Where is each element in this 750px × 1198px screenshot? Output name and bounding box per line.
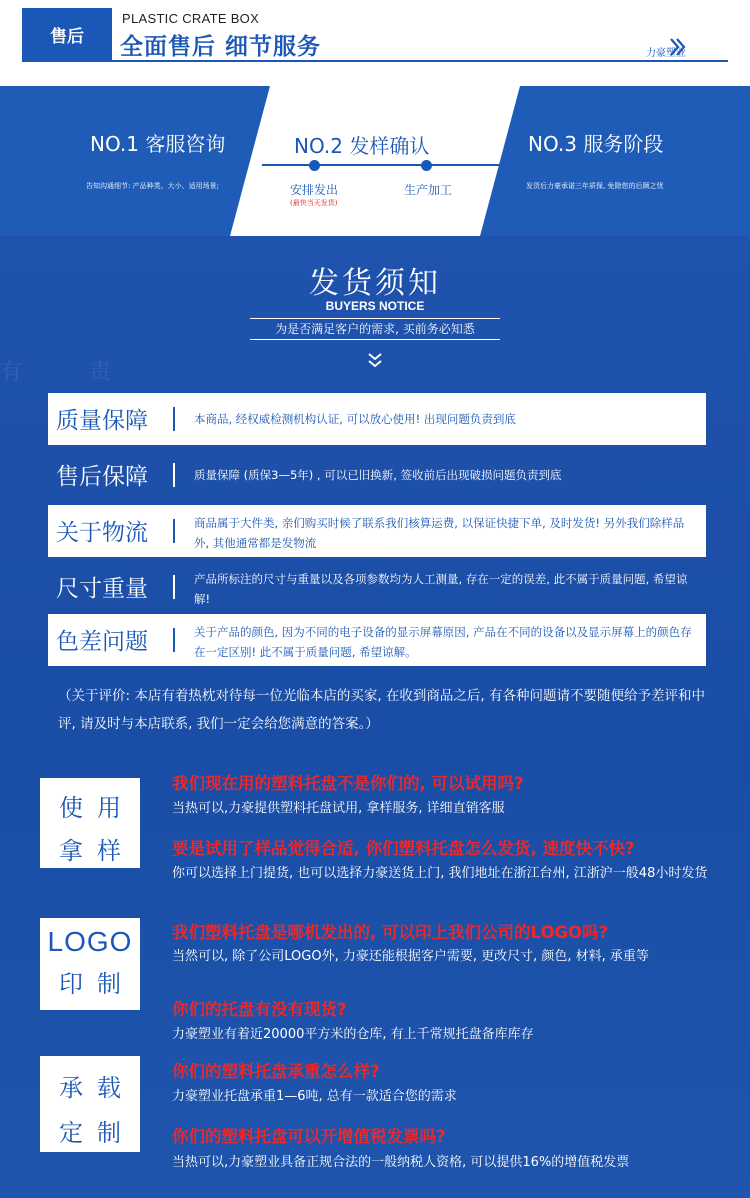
- row-text: 产品所标注的尺寸与重量以及各项参数均为人工测量, 存在一定的误差, 此不属于质量问题, 希望谅解!: [194, 572, 688, 606]
- notice-english: BUYERS NOTICE: [325, 299, 425, 313]
- notice-row-aftersale: [48, 449, 706, 501]
- faq-box-line: 使用: [59, 794, 135, 822]
- notice-row-color: [48, 614, 706, 666]
- notice-title: 发货须知: [309, 266, 441, 301]
- faq-question: 要是试用了样品觉得合适, 你们塑料托盘怎么发货, 速度快不快?: [172, 839, 635, 858]
- row-text: 本商品, 经权威检测机构认证, 可以放心使用! 出现问题负责到底: [194, 412, 516, 426]
- faq-box-line: 印制: [59, 970, 135, 998]
- notice-subtitle: 为是否满足客户的需求, 买前务必知悉: [250, 318, 500, 340]
- notice-row-quality: [48, 393, 706, 445]
- faq-box-load: [40, 1056, 140, 1152]
- faq-question: 我们现在用的塑料托盘不是你们的, 可以试用吗?: [172, 774, 524, 793]
- header: [0, 0, 750, 86]
- timeline-dot: [421, 160, 432, 171]
- faq-box-line: LOGO: [47, 926, 133, 957]
- faq-question: 你们的塑料托盘可以开增值税发票吗?: [172, 1127, 446, 1146]
- step-2-title: NO.2 发样确认: [294, 134, 430, 158]
- row-label: 售后保障: [56, 464, 148, 490]
- row-divider: [173, 407, 175, 431]
- step-2-timeline: [262, 164, 506, 166]
- review-note: （关于评价: 本店有着热枕对待每一位光临本店的买家, 在收到商品之后, 有各种问题请不要随便给予差评和中评, 请及时与本店联系, 我们一定会给您满意的答案。）: [58, 688, 706, 732]
- step-3-desc: 发货后力豪承诺三年质保, 免除您的后顾之忧: [526, 182, 664, 190]
- double-chevron-down-icon: [367, 350, 383, 370]
- step-2-sub-1: 安排发出: [290, 183, 339, 197]
- row-divider: [173, 575, 175, 599]
- row-text: 质量保障 (质保3—5年) , 可以已旧换新, 签收前后出现破损问题负责到底: [194, 468, 562, 482]
- background-watermark: 有 责: [0, 360, 141, 385]
- row-divider: [173, 519, 175, 543]
- header-badge: 售后: [22, 8, 112, 60]
- row-divider: [173, 463, 175, 487]
- notice-row-size-weight: [48, 561, 706, 613]
- step-2-sub-2: 生产加工: [404, 183, 453, 197]
- faq-answer: 当然可以, 除了公司LOGO外, 力豪还能根据客户需要, 更改尺寸, 颜色, 材料, 承重等: [172, 949, 649, 964]
- faq-box-line: 拿样: [59, 837, 135, 865]
- row-label: 尺寸重量: [56, 576, 148, 602]
- notice-row-logistics: [48, 505, 706, 557]
- faq-answer: 力豪塑业托盘承重1—6吨, 总有一款适合您的需求: [172, 1089, 457, 1104]
- faq-question: 你们的托盘有没有现货?: [172, 1000, 347, 1019]
- step-1-title: NO.1 客服咨询: [90, 132, 226, 156]
- timeline-dot: [309, 160, 320, 171]
- faq-question: 你们的塑料托盘承重怎么样?: [172, 1062, 380, 1081]
- step-2-sub-1-note: (最快当天发货): [290, 199, 338, 207]
- row-label: 质量保障: [56, 408, 148, 434]
- faq-answer: 当热可以,力豪塑业具备正规合法的一般纳税人资格, 可以提供16%的增值税发票: [172, 1155, 630, 1170]
- faq-box-logo: [40, 918, 140, 1010]
- step-2-panel: [230, 86, 520, 236]
- faq-answer: 力豪塑业有着近20000平方米的仓库, 有上千常规托盘备库库存: [172, 1027, 534, 1042]
- row-text: 关于产品的颜色, 因为不同的电子设备的显示屏幕原因, 产品在不同的设备以及显示屏幕上的颜色存在一定区别! 此不属于质量问题, 希望谅解。: [194, 625, 692, 659]
- faq-box-sample: [40, 778, 140, 868]
- brand-label: 力豪塑业: [646, 48, 686, 59]
- faq-answer: 当热可以,力豪提供塑料托盘试用, 拿样服务, 详细直销客服: [172, 801, 505, 816]
- row-label: 关于物流: [56, 520, 148, 546]
- row-label: 色差问题: [56, 629, 148, 655]
- faq-box-line: 定制: [59, 1119, 135, 1147]
- faq-answer: 你可以选择上门提货, 也可以选择力豪送货上门, 我们地址在浙江台州, 江浙沪一般48小时发货: [172, 866, 708, 881]
- header-english: PLASTIC CRATE BOX: [122, 11, 260, 26]
- step-3-title: NO.3 服务阶段: [528, 132, 664, 156]
- step-1-desc: 告知沟通细节: 产品种类、大小、适用场景;: [86, 182, 219, 190]
- faq-box-line: 承载: [59, 1074, 135, 1102]
- header-title: 全面售后 细节服务: [120, 34, 322, 60]
- faq-question: 我们塑料托盘是哪机发出的, 可以印上我们公司的LOGO吗?: [172, 923, 609, 942]
- double-chevron-right-icon: [666, 36, 688, 58]
- row-divider: [173, 628, 175, 652]
- row-text: 商品属于大件类, 亲们购买时候了联系我们核算运费, 以保证快捷下单, 及时发货! 另外我们除样品外, 其他通常都是发物流: [194, 516, 685, 550]
